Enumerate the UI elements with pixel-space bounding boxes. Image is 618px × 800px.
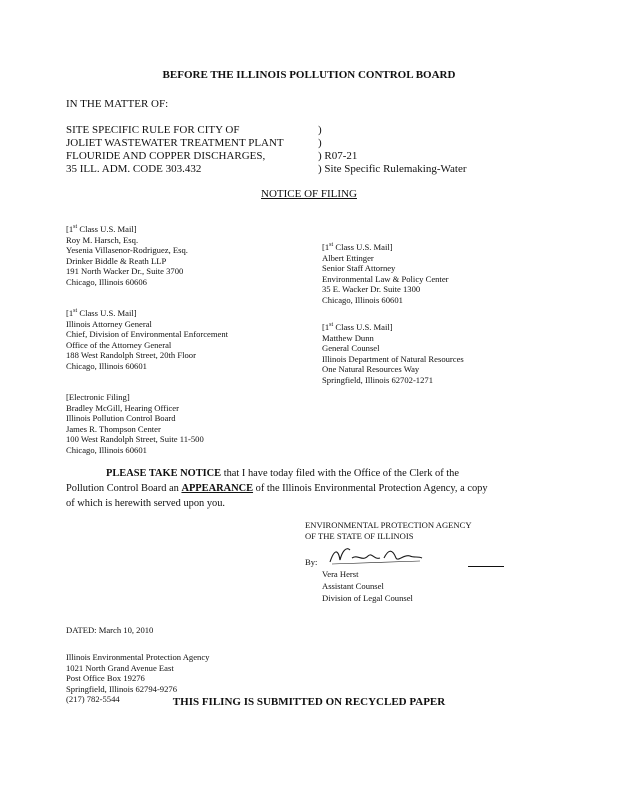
dated-line: DATED: March 10, 2010 xyxy=(66,625,154,635)
recipient-line: Chicago, Illinois 60601 xyxy=(66,444,147,455)
by-label: By: xyxy=(305,557,318,567)
notice-text: that I have today filed with the Office of the Clerk of the xyxy=(221,468,459,479)
recipient-line: Yesenia Villasenor-Rodriguez, Esq. xyxy=(66,245,188,255)
recipient-line: James R. Thompson Center xyxy=(66,423,161,434)
address-line: 1021 North Grand Avenue East xyxy=(66,662,174,673)
notice-text: of the Illinois Environmental Protection Agency, a copy xyxy=(253,483,488,494)
signer-name: Vera Herst xyxy=(322,569,359,579)
address-line: Springfield, Illinois 62794-9276 xyxy=(66,683,177,694)
recipient-line: Illinois Department of Natural Resources xyxy=(322,353,464,364)
delivery-method: [1st Class U.S. Mail] xyxy=(322,242,393,252)
recipient-line: Senior Staff Attorney xyxy=(322,263,396,273)
recipient-line: 188 West Randolph Street, 20th Floor xyxy=(66,350,196,360)
recipient-block xyxy=(322,322,464,385)
caption-line: SITE SPECIFIC RULE FOR CITY OF xyxy=(66,124,240,136)
signer-division: Division of Legal Counsel xyxy=(322,593,413,603)
recipient-line: Bradley McGill, Hearing Officer xyxy=(66,402,179,413)
recipient-line: General Counsel xyxy=(322,343,380,353)
agency-line: OF THE STATE OF ILLINOIS xyxy=(305,530,414,541)
delivery-method: [1st Class U.S. Mail] xyxy=(66,308,137,318)
caption-paren: ) xyxy=(318,137,322,149)
agency-line: ENVIRONMENTAL PROTECTION AGENCY xyxy=(305,520,472,530)
caption-line: JOLIET WASTEWATER TREATMENT PLANT xyxy=(66,137,284,149)
matter-label: IN THE MATTER OF: xyxy=(66,98,169,110)
notice-text: Pollution Control Board an xyxy=(66,483,182,494)
caption-left xyxy=(66,124,284,176)
notice-title: NOTICE OF FILING xyxy=(261,188,357,200)
signature-line xyxy=(468,566,504,567)
recipient-line: 35 E. Wacker Dr. Suite 1300 xyxy=(322,284,421,294)
recipient-line: Environmental Law & Policy Center xyxy=(322,273,449,284)
recipient-block xyxy=(66,308,228,371)
signer-title: Assistant Counsel xyxy=(322,581,384,591)
recipient-line: Illinois Pollution Control Board xyxy=(66,413,176,423)
recipient-line: 100 West Randolph Street, Suite 11-500 xyxy=(66,434,204,444)
notice-lead: PLEASE TAKE NOTICE xyxy=(106,468,222,479)
caption-paren: ) xyxy=(318,124,322,136)
delivery-method: [Electronic Filing] xyxy=(66,392,130,402)
caption-line: 35 ILL. ADM. CODE 303.432 xyxy=(66,163,202,175)
notice-text: of which is herewith served upon you. xyxy=(66,498,225,509)
delivery-method: [1st Class U.S. Mail] xyxy=(66,224,137,234)
recipient-line: Office of the Attorney General xyxy=(66,339,172,350)
delivery-method: [1st Class U.S. Mail] xyxy=(322,322,393,332)
address-line: Post Office Box 19276 xyxy=(66,673,145,683)
recipient-line: One Natural Resources Way xyxy=(322,364,420,374)
recipient-line: Roy M. Harsch, Esq. xyxy=(66,234,139,245)
address-line: (217) 782-5544 xyxy=(66,694,120,704)
notice-body xyxy=(66,466,488,511)
appearance-label: APPEARANCE xyxy=(181,483,254,494)
recipient-line: Chicago, Illinois 60606 xyxy=(66,276,147,287)
recipient-line: Albert Ettinger xyxy=(322,252,374,263)
recipient-line: Illinois Attorney General xyxy=(66,318,152,329)
recipient-block xyxy=(66,224,188,287)
recipient-line: Matthew Dunn xyxy=(322,332,374,343)
signature-image xyxy=(324,544,474,568)
signer-block xyxy=(322,568,413,604)
recipient-block xyxy=(66,392,204,455)
recipient-line: Chicago, Illinois 60601 xyxy=(322,294,403,305)
caption-right xyxy=(318,124,466,176)
recipient-line: Springfield, Illinois 62702-1271 xyxy=(322,374,433,385)
address-line: Illinois Environmental Protection Agency xyxy=(66,652,210,662)
caption-paren: ) R07-21 xyxy=(318,150,358,162)
recipient-line: Chicago, Illinois 60601 xyxy=(66,360,147,371)
recycled-paper-notice: THIS FILING IS SUBMITTED ON RECYCLED PAPER xyxy=(172,696,446,708)
recipient-line: Chief, Division of Environmental Enforcement xyxy=(66,329,229,339)
agency-heading xyxy=(305,520,472,541)
caption-line: FLOURIDE AND COPPER DISCHARGES, xyxy=(66,150,266,162)
board-title: BEFORE THE ILLINOIS POLLUTION CONTROL BOARD xyxy=(162,69,456,81)
recipient-line: Drinker Biddle & Reath LLP xyxy=(66,255,167,266)
recipient-line: 191 North Wacker Dr., Suite 3700 xyxy=(66,266,184,276)
recipient-block xyxy=(322,242,449,305)
caption-paren: ) Site Specific Rulemaking-Water xyxy=(318,163,467,175)
